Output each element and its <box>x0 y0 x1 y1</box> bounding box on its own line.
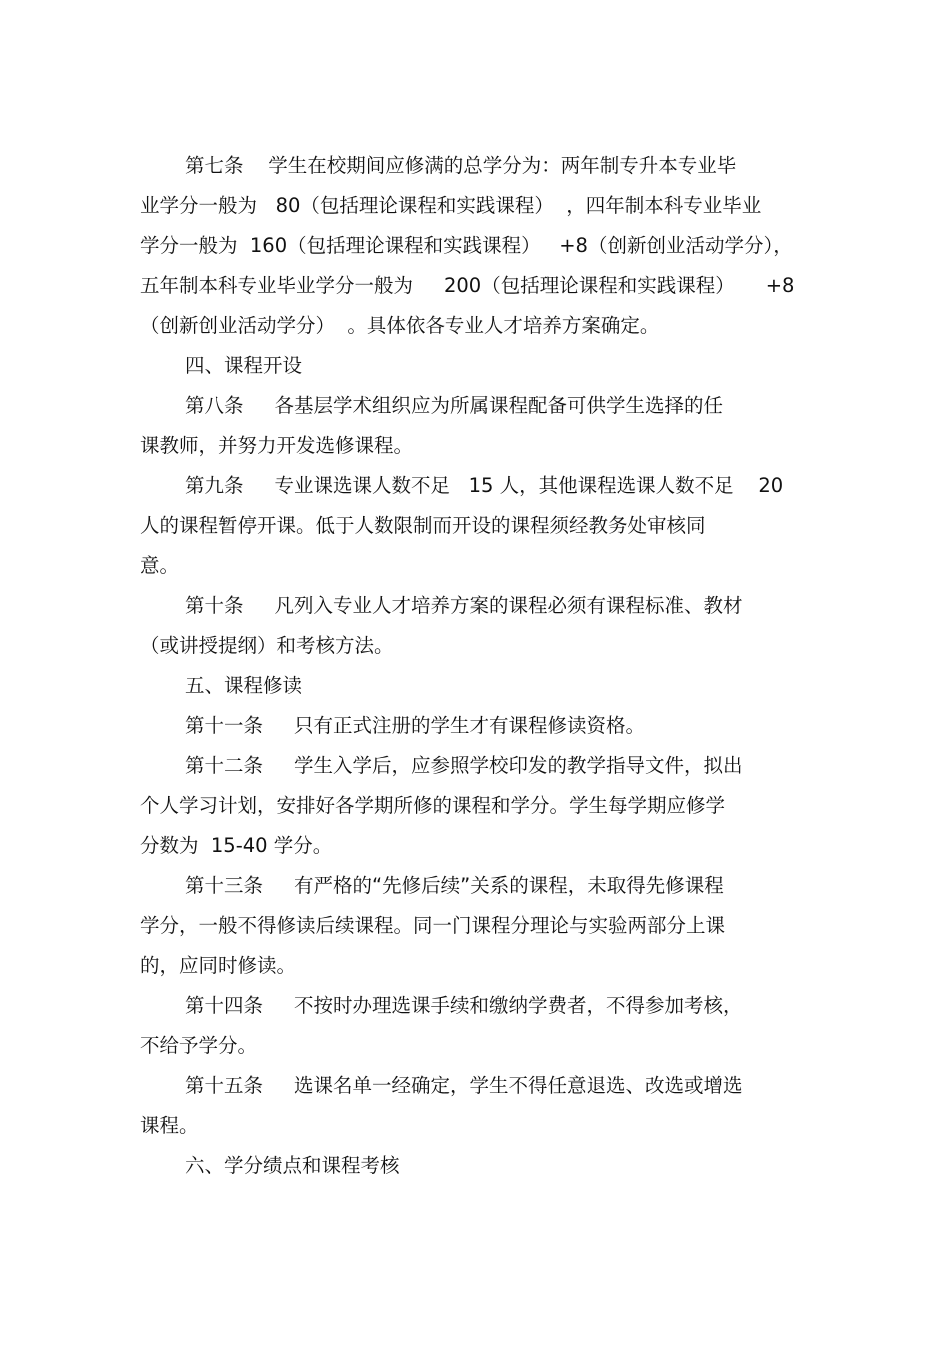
article-7-line-1: 第七条 学生在校期间应修满的总学分为：两年制专升本专业毕 <box>185 154 737 177</box>
article-13-line-2: 学分，一般不得修读后续课程。同一门课程分理论与实验两部分上课 <box>140 914 726 937</box>
article-12-line-3: 分数为 15-40 学分。 <box>140 834 333 857</box>
article-9-line-3: 意。 <box>140 554 180 577</box>
article-15-line-2: 课程。 <box>140 1114 199 1137</box>
article-13-line-1: 第十三条 有严格的“先修后续”关系的课程，未取得先修课程 <box>185 874 724 897</box>
article-7-line-4: 五年制本科专业毕业学分一般为 200（包括理论课程和实践课程） +8 <box>140 274 795 297</box>
article-10-line-2: （或讲授提纲）和考核方法。 <box>140 634 394 657</box>
article-7-line-5: （创新创业活动学分） 。具体依各专业人才培养方案确定。 <box>140 314 660 337</box>
article-12-line-1: 第十二条 学生入学后，应参照学校印发的教学指导文件，拟出 <box>185 754 743 777</box>
article-9-line-1: 第九条 专业课选课人数不足 15 人，其他课程选课人数不足 20 <box>185 474 784 497</box>
article-8-line-1: 第八条 各基层学术组织应为所属课程配备可供学生选择的任 <box>185 394 723 417</box>
article-13-line-3: 的，应同时修读。 <box>140 954 297 977</box>
article-14-line-1: 第十四条 不按时办理选课手续和缴纳学费者，不得参加考核， <box>185 994 743 1017</box>
article-10-line-1: 第十条 凡列入专业人才培养方案的课程必须有课程标准、教材 <box>185 594 743 617</box>
article-12-line-2: 个人学习计划，安排好各学期所修的课程和学分。学生每学期应修学 <box>140 794 726 817</box>
article-7-line-2: 业学分一般为 80（包括理论课程和实践课程） ，四年制本科专业毕业 <box>140 194 762 217</box>
article-8-line-2: 课教师，并努力开发选修课程。 <box>140 434 414 457</box>
article-15-line-1: 第十五条 选课名单一经确定，学生不得任意退选、改选或增选 <box>185 1074 743 1097</box>
article-7-line-3: 学分一般为 160（包括理论课程和实践课程） +8（创新创业活动学分）， <box>140 234 793 257</box>
article-11-line-1: 第十一条 只有正式注册的学生才有课程修读资格。 <box>185 714 645 737</box>
article-9-line-2: 人的课程暂停开课。低于人数限制而开设的课程须经教务处审核同 <box>140 514 706 537</box>
section-heading-course-study: 五、课程修读 <box>185 674 303 697</box>
article-14-line-2: 不给予学分。 <box>140 1034 258 1057</box>
section-heading-course-offering: 四、课程开设 <box>185 354 303 377</box>
section-heading-credits-assessment: 六、学分绩点和课程考核 <box>185 1154 400 1177</box>
